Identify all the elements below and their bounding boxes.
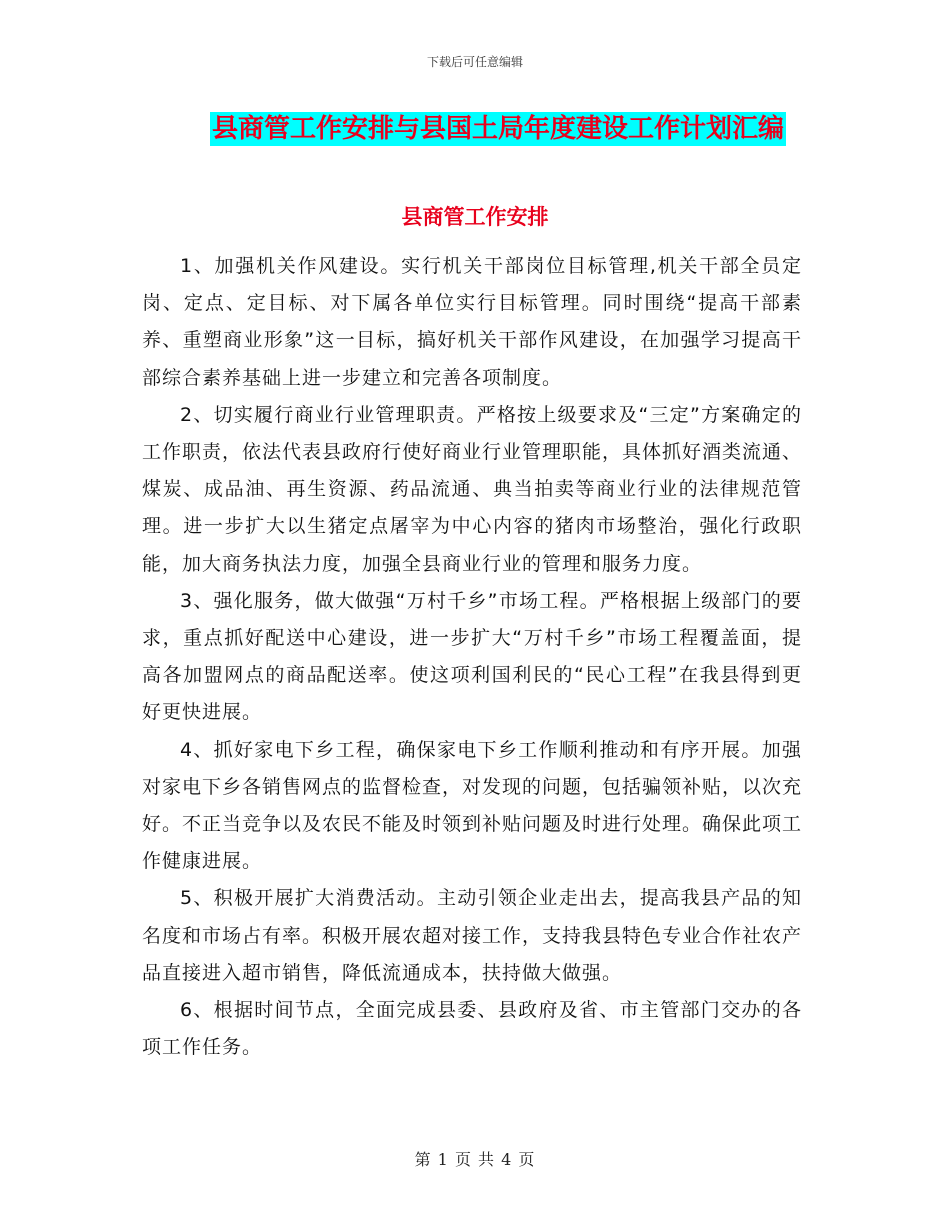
paragraph-3: 3、强化服务，做大做强“万村千乡”市场工程。严格根据上级部门的要求，重点抓好配送中心建设，进一步扩大“万村千乡”市场工程覆盖面，提高各加盟网点的商品配送率。使这项利国利民的“民心工程”在我县得到更好更快进展。 <box>142 589 802 724</box>
section-heading: 县商管工作安排 <box>401 205 549 229</box>
paragraph-6: 6、根据时间节点，全面完成县委、县政府及省、市主管部门交办的各项工作任务。 <box>142 999 802 1059</box>
page-header-note: 下载后可任意编辑 <box>426 55 523 69</box>
paragraph-1: 1、加强机关作风建设。实行机关干部岗位目标管理,机关干部全员定岗、定点、定目标、对下属各单位实行目标管理。同时围绕“提高干部素养、重塑商业形象”这一目标，搞好机关干部作风建设，在加强学习提高干部综合素养基础上进一步建立和完善各项制度。 <box>142 255 802 389</box>
paragraph-4: 4、抓好家电下乡工程，确保家电下乡工作顺利推动和有序开展。加强对家电下乡各销售网点的监督检查，对发现的问题，包括骗领补贴，以次充好。不正当竞争以及农民不能及时领到补贴问题及时进行处理。确保此项工作健康进展。 <box>142 738 803 873</box>
paragraph-2: 2、切实履行商业行业管理职责。严格按上级要求及“三定”方案确定的工作职责，依法代表县政府行使好商业行业管理职能，具体抓好酒类流通、煤炭、成品油、再生资源、药品流通、典当拍卖等商业行业的法律规范管理。进一步扩大以生猪定点屠宰为中心内容的猪肉市场整治，强化行政职能，加大商务执法力度，加强全县商业行业的管理和服务力度。 <box>142 403 803 575</box>
page-footer: 第 1 页 共 4 页 <box>414 1150 536 1169</box>
document-body <box>142 248 802 1066</box>
document-title-container <box>0 112 950 146</box>
document-title: 县商管工作安排与县国土局年度建设工作计划汇编 <box>211 114 784 144</box>
paragraph-5: 5、积极开展扩大消费活动。主动引领企业走出去，提高我县产品的知名度和市场占有率。积极开展农超对接工作，支持我县特色专业合作社农产品直接进入超市销售，降低流通成本，扶持做大做强。 <box>142 887 803 984</box>
